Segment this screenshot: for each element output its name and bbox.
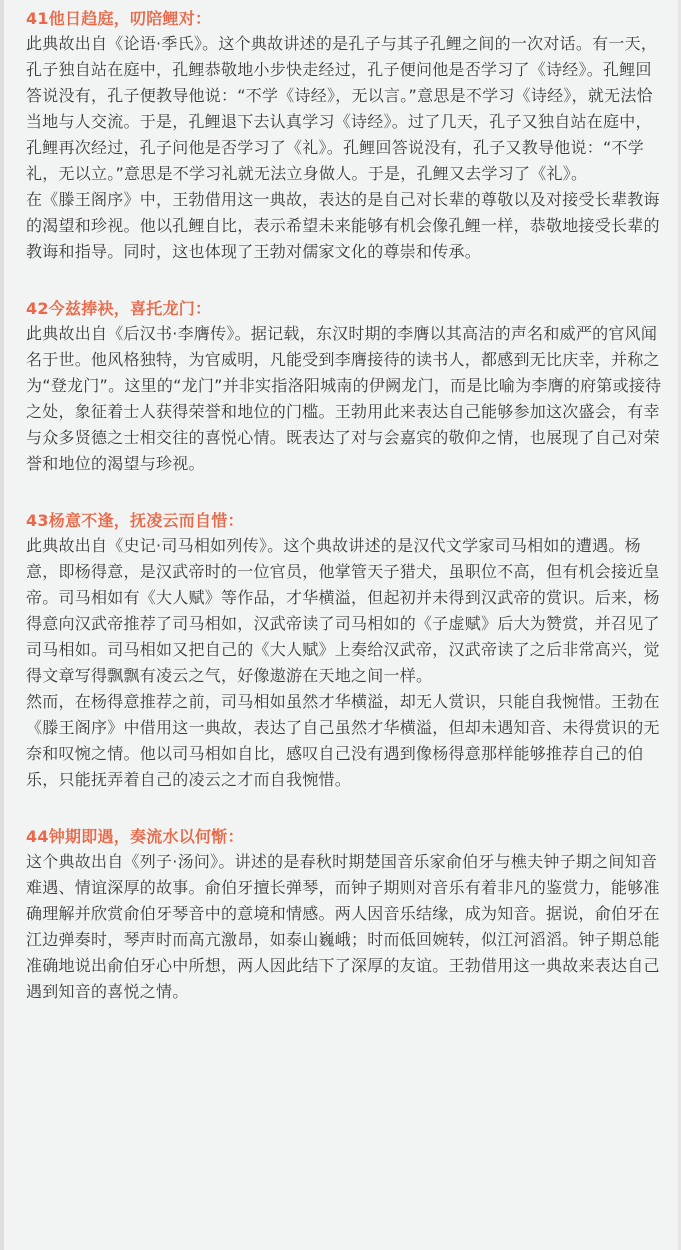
section-paragraph: 这个典故出自《列子·汤问》。讲述的是春秋时期楚国音乐家俞伯牙与樵夫钟子期之间知音难遇、情谊深厚的故事。俞伯牙擅长弹琴，而钟子期则对音乐有着非凡的鉴赏力，能够准确理解并欣赏俞伯牙琴音中的意境和情感。两人因音乐结缘，成为知音。据说，俞伯牙在江边弹奏时，琴声时而高亢激昂，如泰山巍峨；时而低回婉转，似江河滔滔。钟子期总能准确地说出俞伯牙心中所想，两人因此结下了深厚的友谊。王勃借用这一典故来表达自己遇到知音的喜悦之情。	[26, 852, 660, 1001]
section-paragraph: 此典故出自《论语·季氏》。这个典故讲述的是孔子与其子孔鲤之间的一次对话。有一天，孔子独自站在庭中，孔鲤恭敬地小步快走经过，孔子便问他是否学习了《诗经》。孔鲤回答说没有，孔子便教导他说：“不学《诗经》，无以言。”意思是不学习《诗经》，就无法恰当地与人交流。于是，孔鲤退下去认真学习《诗经》。过了几天，孔子又独自站在庭中，孔鲤再次经过，孔子问他是否学习了《礼》。孔鲤回答说没有，孔子又教导他说：“不学礼，无以立。”意思是不学习礼就无法立身做人。于是，孔鲤又去学习了《礼》。	[26, 34, 658, 183]
section-paragraph: 然而，在杨得意推荐之前，司马相如虽然才华横溢，却无人赏识，只能自我惋惜。王勃在《滕王阁序》中借用这一典故，表达了自己虽然才华横溢，但却未遇知音、未得赏识的无奈和叹惋之情。他以司马相如自比，感叹自己没有遇到像杨得意那样能够推荐自己的伯乐，只能抚弄着自己的凌云之才而自我惋惜。	[26, 692, 660, 789]
allusion-section-41	[26, 7, 662, 265]
section-paragraph: 在《滕王阁序》中，王勃借用这一典故，表达的是自己对长辈的尊敬以及对接受长辈教诲的渴望和珍视。他以孔鲤自比，表示希望未来能够有机会像孔鲤一样，恭敬地接受长辈的教诲和指导。同时，这也体现了王勃对儒家文化的尊崇和传承。	[26, 190, 660, 261]
section-heading: 44钟期即遇，奏流水以何惭：	[26, 827, 244, 846]
section-paragraph: 此典故出自《后汉书·李膺传》。据记载，东汉时期的李膺以其高洁的声名和威严的官风闻名于世。他风格独特，为官威明，凡能受到李膺接待的读书人，都感到无比庆幸，并称之为“登龙门”。这里的“龙门”并非实指洛阳城南的伊阙龙门，而是比喻为李膺的府第或接待之处，象征着士人获得荣誉和地位的门槛。王勃用此来表达自己能够参加这次盛会，有幸与众多贤德之士相交往的喜悦心情。既表达了对与会嘉宾的敬仰之情，也展现了自己对荣誉和地位的渴望与珍视。	[26, 324, 662, 473]
section-heading: 41他日趋庭，叨陪鲤对：	[26, 9, 212, 28]
section-paragraph: 此典故出自《史记·司马相如列传》。这个典故讲述的是汉代文学家司马相如的遭遇。杨意，即杨得意，是汉武帝时的一位官员，他掌管天子猎犬，虽职位不高，但有机会接近皇帝。司马相如有《大人赋》等作品，才华横溢，但起初并未得到汉武帝的赏识。后来，杨得意向汉武帝推荐了司马相如，汉武帝读了司马相如的《子虚赋》后大为赞赏，并召见了司马相如。司马相如又把自己的《大人赋》上奏给汉武帝，汉武帝读了之后非常高兴，觉得文章写得飘飘有凌云之气，好像遨游在天地之间一样。	[26, 536, 660, 685]
section-heading: 42今兹捧袂，喜托龙门：	[26, 299, 212, 318]
allusion-section-44	[26, 825, 662, 1005]
section-heading: 43杨意不逢，抚凌云而自惜：	[26, 511, 244, 530]
allusion-section-42	[26, 297, 662, 477]
allusion-section-43	[26, 509, 662, 793]
